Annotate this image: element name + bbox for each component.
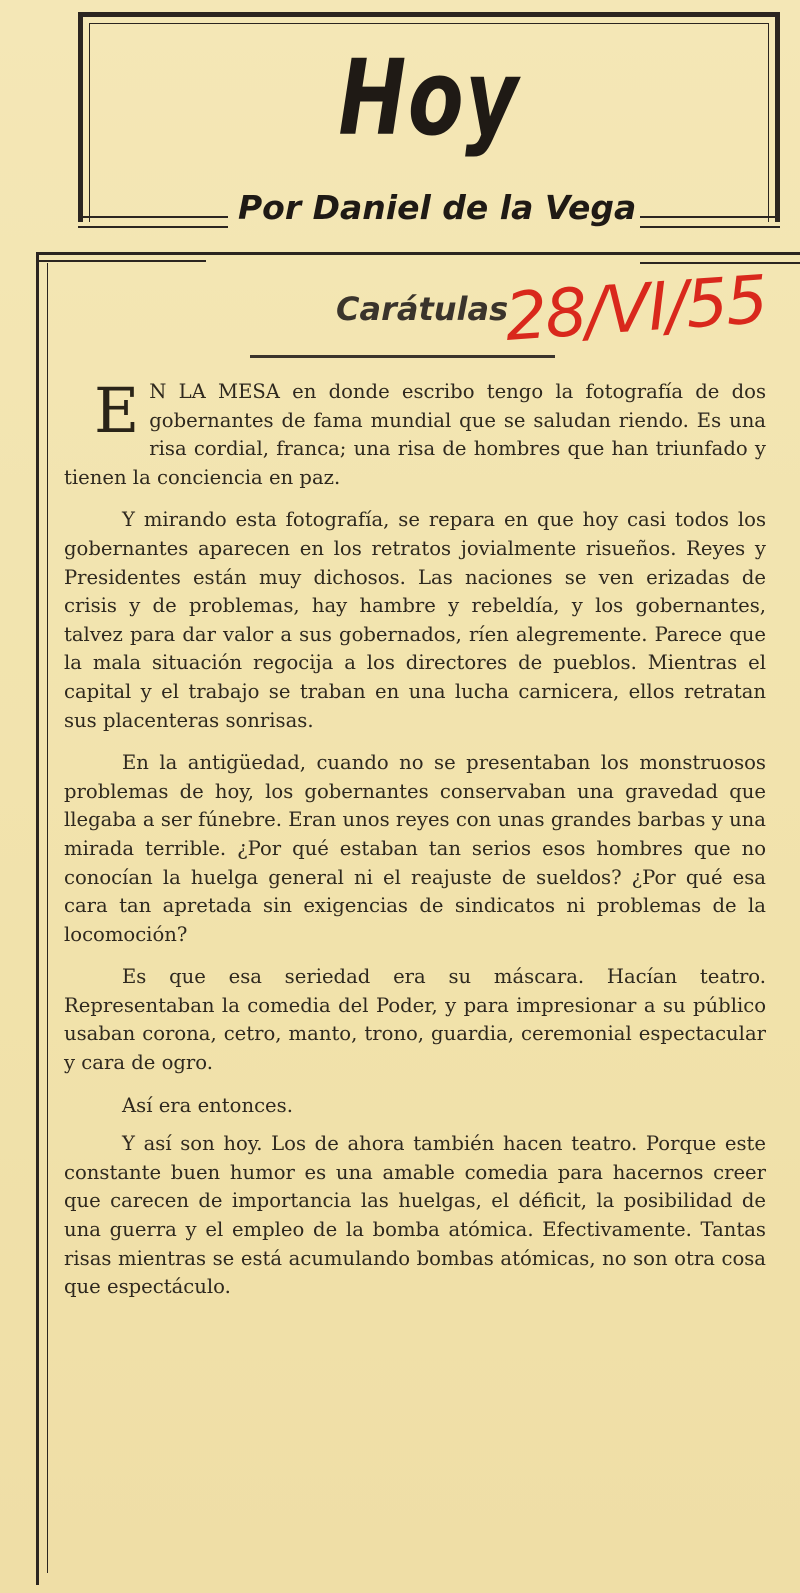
paragraph-2: Y mirando esta fotografía, se repara en que hoy casi todos los gobernantes aparecen en los retratos jovialmente risueños. Reyes y Presidentes están muy dichosos. Las naciones se ven erizadas de crisis y de problemas, hay hambre y rebeldía, y los gobernantes, talvez para dar valor a sus gobernados, ríen alegremente. Parece que la mala situación regocija a los directores de pueblos. Mientras el capital y el trabajo se traban en una lucha carnicera, ellos retratan sus placenteras sonrisas. — [64, 508, 766, 732]
frame-rule-right — [640, 252, 800, 264]
byline-rule-left — [78, 216, 228, 228]
paragraph-4: Es que esa seriedad era su máscara. Hacían teatro. Representaban la comedia del Poder, y para impresionar a su público usaban corona, cetro, manto, trono, guardia, ceremonial espectacular y cara de ogro. — [64, 965, 766, 1075]
section-label: Carátulas — [336, 290, 509, 328]
byline-row — [78, 186, 780, 232]
drop-cap: E — [94, 374, 140, 447]
handwritten-date: 28/VI/55 — [502, 260, 769, 357]
byline-rule-right — [640, 216, 780, 228]
paragraph-5: Así era entonces. — [122, 1093, 293, 1117]
paragraph-1 — [64, 374, 766, 492]
paragraph-3: En la antigüedad, cuando no se presentaban los monstruosos problemas de hoy, los gobernantes conservaban una gravedad que llegaba a ser fúnebre. Eran unos reyes con unas grandes barbas y una mirada terrible. ¿Por qué estaban tan serios esos hombres que no conocían la huelga general ni el reajuste de sueldos? ¿Por qué esa cara tan apretada sin exigencias de sindicatos ni problemas de la locomoción? — [64, 751, 766, 946]
article-body — [64, 374, 766, 1316]
paragraph-1-text: N LA MESA en donde escribo tengo la fotografía de dos gobernantes de fama mundial que se saludan riendo. Es una risa cordial, franca; una risa de hombres que han triunfado y tienen la conciencia en paz. — [64, 380, 766, 489]
author-byline: Por Daniel de la Vega — [238, 188, 637, 227]
column-title: Hoy — [338, 37, 520, 159]
section-rule — [250, 355, 555, 358]
paragraph-6: Y así son hoy. Los de ahora también hacen teatro. Porque este constante buen humor es una amable comedia para hacernos creer que carecen de importancia las huelgas, el déficit, la posibilidad de una guerra y el empleo de la bomba atómica. Efectivamente. Tantas risas mientras se está acumulando bombas atómicas, no son otra cosa que espectáculo. — [64, 1132, 766, 1299]
frame-rule-left — [36, 252, 206, 262]
